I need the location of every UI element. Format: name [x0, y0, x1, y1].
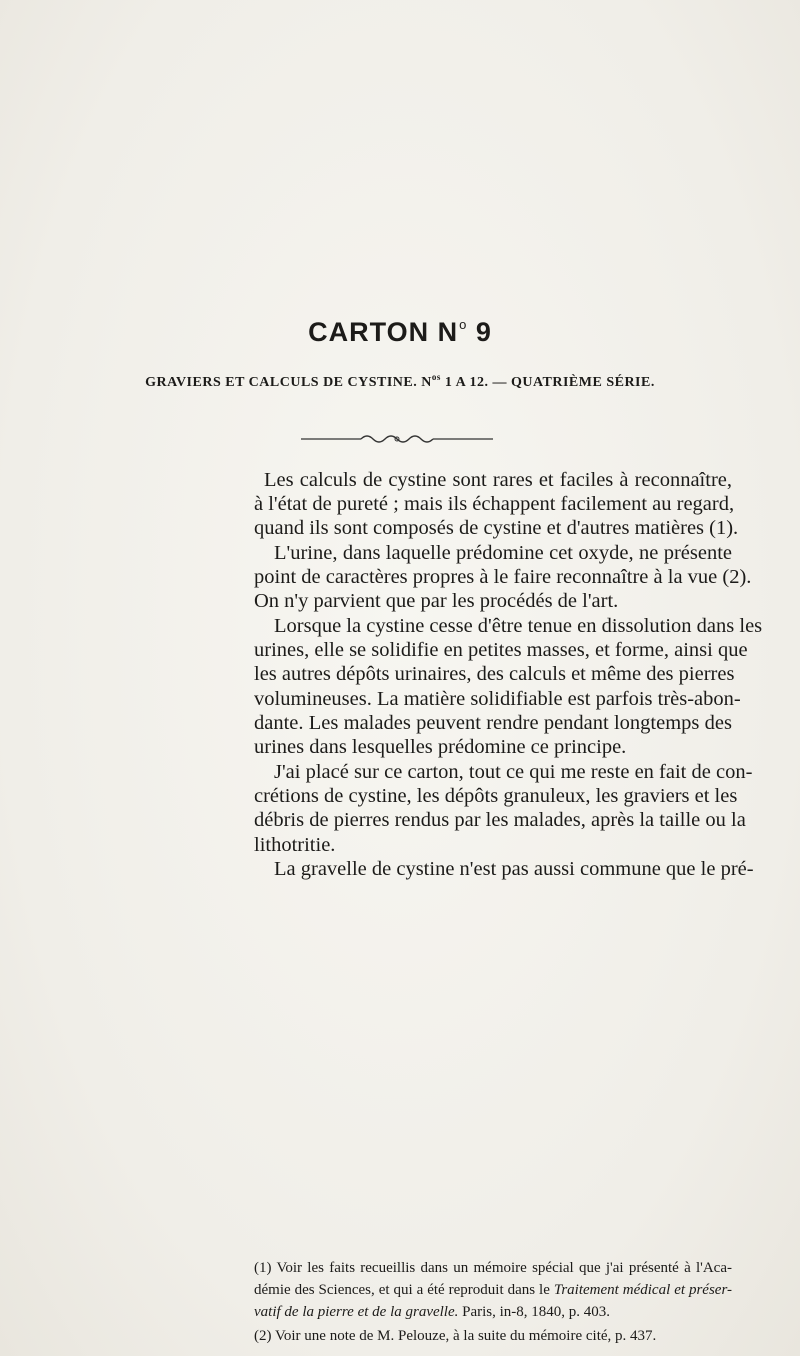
footnote-1-italic-title-end: vatif de la pierre et de la gravelle.: [254, 1304, 459, 1320]
subtitle-part1: GRAVIERS ET CALCULS DE CYSTINE. N: [145, 375, 432, 390]
footnote-2-line: (2) Voir une note de M. Pelouze, à la suite du mémoire cité, p. 437.: [254, 1328, 657, 1344]
body-line: On n'y parvient que par les procédés de l'art.: [254, 590, 619, 612]
body-line: débris de pierres rendus par les malades, après la taille ou la: [254, 809, 746, 831]
body-line: urines dans lesquelles prédomine ce principe.: [254, 736, 627, 758]
footnote-1-line: [254, 1302, 732, 1322]
footnote-1-text: démie des Sciences, et qui a été reproduit dans le: [254, 1282, 550, 1298]
subtitle-superscript: os: [431, 372, 441, 382]
body-line: crétions de cystine, les dépôts granuleux, les graviers et les: [254, 785, 738, 807]
body-line: lithotritie.: [254, 834, 336, 856]
body-line: à l'état de pureté ; mais ils échappent facilement au regard,: [254, 493, 735, 515]
body-line: Les calculs de cystine sont rares et faciles à reconnaître,: [264, 469, 732, 491]
body-line: volumineuses. La matière solidifiable est parfois très-abon-: [254, 688, 741, 710]
body-line: point de caractères propres à le faire reconnaître à la vue (2).: [254, 566, 752, 588]
subtitle: [0, 372, 800, 391]
body-line: La gravelle de cystine n'est pas aussi commune que le pré-: [274, 858, 754, 880]
body-line: J'ai placé sur ce carton, tout ce qui me reste en fait de con-: [274, 761, 753, 783]
title-number: 9: [475, 317, 492, 347]
body-line: L'urine, dans laquelle prédomine cet oxyde, ne présente: [274, 542, 732, 564]
decorative-rule-icon: [301, 432, 493, 446]
footnote-1-italic-title: Traitement médical et préser-: [553, 1282, 732, 1298]
footnote-1-citation: Paris, in-8, 1840, p. 403.: [458, 1304, 611, 1320]
title-prefix: CARTON N: [308, 317, 459, 347]
footnote-1-line: [254, 1280, 732, 1300]
subtitle-part2: 1 A 12. — QUATRIÈME SÉRIE.: [440, 375, 655, 390]
body-line: Lorsque la cystine cesse d'être tenue en dissolution dans les: [274, 615, 763, 637]
body-line: les autres dépôts urinaires, des calculs et même des pierres: [254, 663, 735, 685]
title-superscript: o: [459, 317, 468, 332]
body-line: dante. Les malades peuvent rendre pendant longtemps des: [254, 712, 732, 734]
body-line: urines, elle se solidifie en petites masses, et forme, ainsi que: [254, 639, 748, 661]
footnote-1-line: (1) Voir les faits recueillis dans un mémoire spécial que j'ai présenté à l'Aca-: [254, 1260, 732, 1276]
page-title: [0, 317, 800, 348]
body-line: quand ils sont composés de cystine et d'autres matières (1).: [254, 517, 739, 539]
